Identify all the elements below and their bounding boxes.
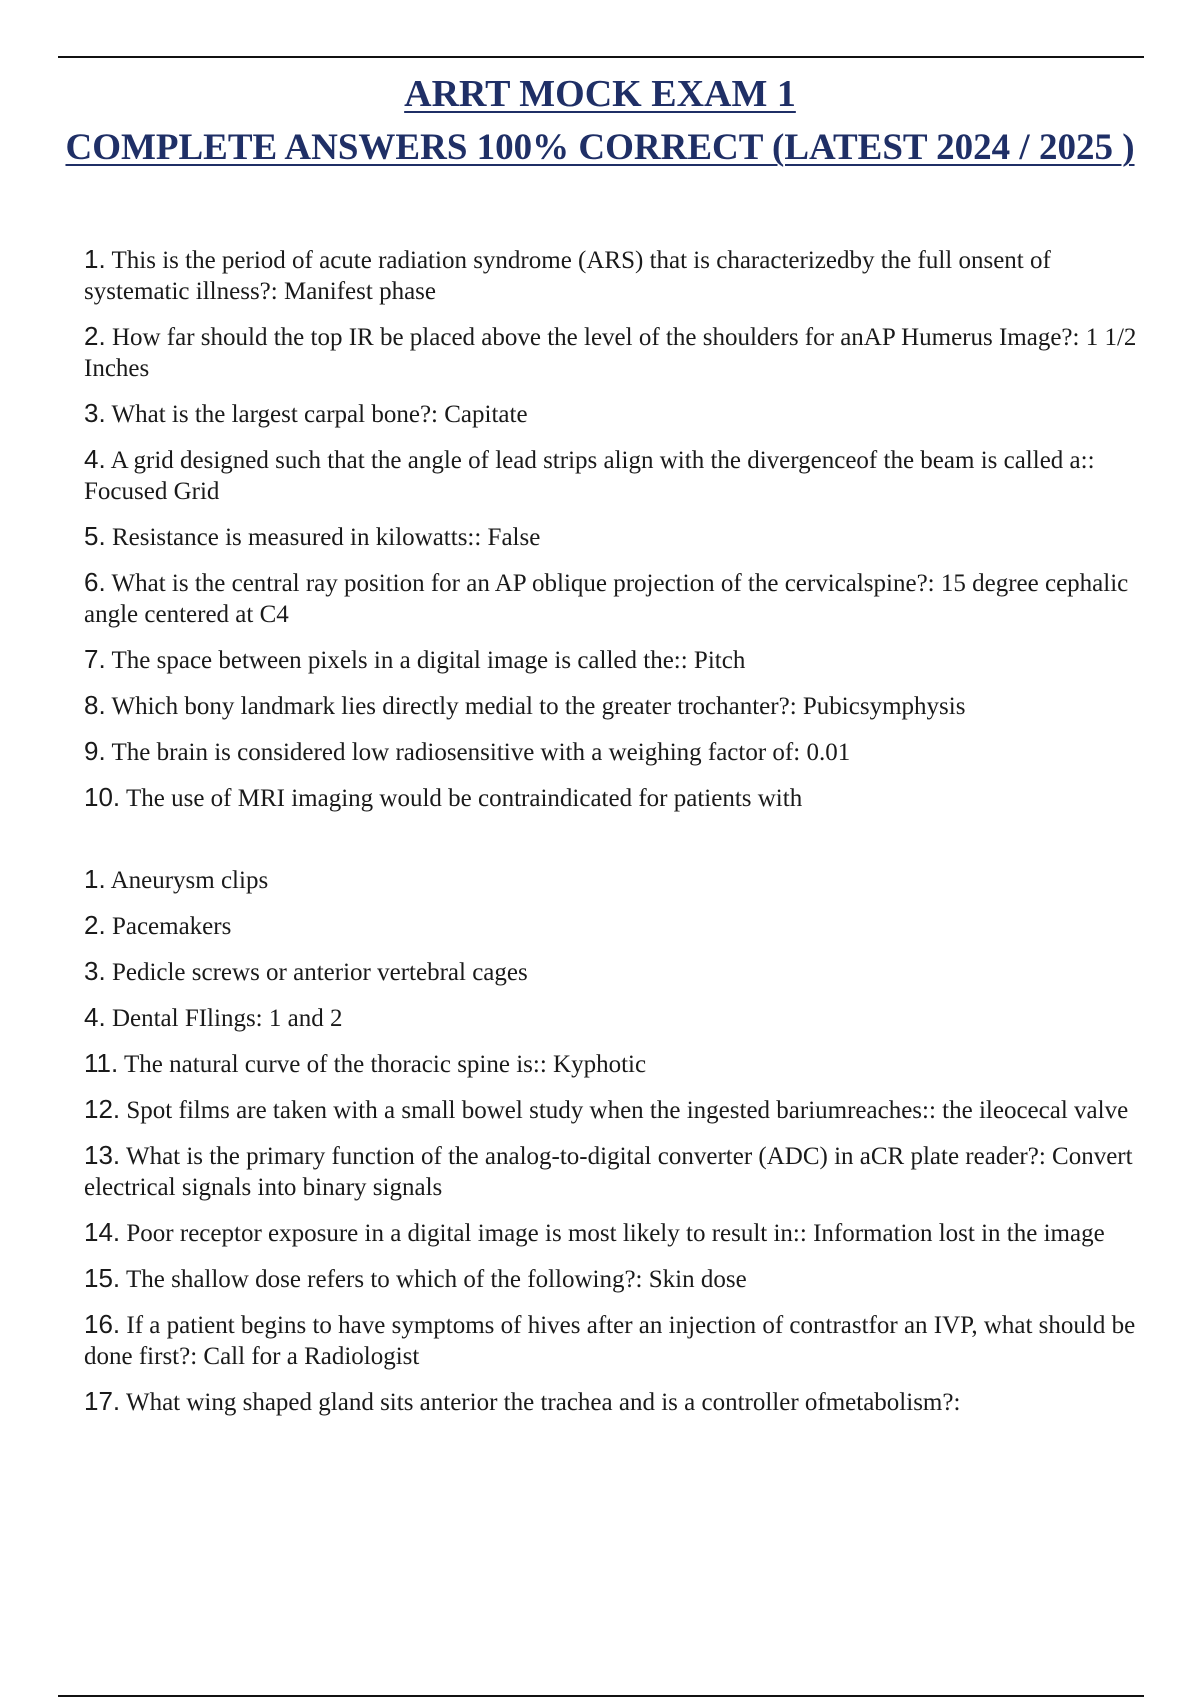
item-number: 15. xyxy=(84,1263,121,1293)
item-number: 2. xyxy=(84,321,106,351)
list-item xyxy=(84,1386,1144,1418)
list-item xyxy=(84,444,1144,507)
item-number: 8. xyxy=(84,690,106,720)
item-number: 1. xyxy=(84,864,106,894)
item-number: 17. xyxy=(84,1386,121,1416)
list-item xyxy=(84,521,1144,553)
item-number: 14. xyxy=(84,1217,121,1247)
item-text: Pedicle screws or anterior vertebral cages xyxy=(111,959,528,986)
item-text: The space between pixels in a digital image is called the:: Pitch xyxy=(111,647,746,674)
item-number: 4. xyxy=(84,444,106,474)
item-text: If a patient begins to have symptoms of hives after an injection of contrastfor an IVP, what should be done first?: Call for a Radiologist xyxy=(84,1312,1136,1370)
item-number: 7. xyxy=(84,644,106,674)
list-item xyxy=(84,782,1144,814)
item-text: What is the largest carpal bone?: Capitate xyxy=(111,401,528,428)
list-item xyxy=(84,736,1144,768)
sub-item xyxy=(84,910,1144,942)
item-text: How far should the top IR be placed above the level of the shoulders for anAP Humerus Image?: 1 1/2 Inches xyxy=(84,324,1137,382)
list-item xyxy=(84,567,1144,630)
item-number: 13. xyxy=(84,1140,121,1170)
item-text: A grid designed such that the angle of lead strips align with the divergenceof the beam is called a:: Focused Grid xyxy=(84,447,1095,505)
item-number: 12. xyxy=(84,1094,121,1124)
page-title: ARRT MOCK EXAM 1 xyxy=(404,73,796,115)
list-item xyxy=(84,244,1144,307)
item-text: Which bony landmark lies directly medial to the greater trochanter?: Pubicsymphysis xyxy=(111,693,966,720)
item-text: The use of MRI imaging would be contraindicated for patients with xyxy=(125,785,803,812)
list-item xyxy=(84,1094,1144,1126)
item-text: The shallow dose refers to which of the following?: Skin dose xyxy=(125,1266,747,1293)
page-subtitle: COMPLETE ANSWERS 100% CORRECT (LATEST 2024 / 2025 ) xyxy=(65,127,1135,168)
bottom-divider xyxy=(58,1695,1144,1697)
item-text: What wing shaped gland sits anterior the trachea and is a controller ofmetabolism?: xyxy=(125,1389,961,1416)
sub-item xyxy=(84,1002,1144,1034)
list-item xyxy=(84,1217,1144,1249)
top-divider xyxy=(58,56,1144,58)
item-number: 5. xyxy=(84,521,106,551)
item-text: Poor receptor exposure in a digital image is most likely to result in:: Information lost in the image xyxy=(126,1220,1105,1247)
item-text: Pacemakers xyxy=(111,913,232,940)
item-text: What is the primary function of the analog-to-digital converter (ADC) in aCR plate reader?: Convert electrical signals into binary signals xyxy=(84,1143,1133,1201)
question-list xyxy=(84,244,1144,1432)
item-text: Dental FIlings: 1 and 2 xyxy=(111,1005,343,1032)
item-number: 11. xyxy=(84,1048,119,1078)
item-text: What is the central ray position for an AP oblique projection of the cervicalspine?: 15 degree cephalic angle centered at C4 xyxy=(84,570,1129,628)
item-number: 16. xyxy=(84,1309,121,1339)
list-item xyxy=(84,690,1144,722)
item-text: Aneurysm clips xyxy=(110,867,269,894)
list-item xyxy=(84,321,1144,384)
item-number: 10. xyxy=(84,782,121,812)
list-item xyxy=(84,1309,1144,1372)
list-item xyxy=(84,1048,1144,1080)
item-number: 3. xyxy=(84,398,106,428)
sub-item xyxy=(84,864,1144,896)
item-text: This is the period of acute radiation syndrome (ARS) that is characterizedby the full onsent of systematic illness?: Manifest phase xyxy=(84,247,1051,305)
sub-item xyxy=(84,956,1144,988)
item-number: 2. xyxy=(84,910,106,940)
item-text: The brain is considered low radiosensitive with a weighing factor of: 0.01 xyxy=(111,739,851,766)
item-number: 6. xyxy=(84,567,106,597)
item-text: The natural curve of the thoracic spine is:: Kyphotic xyxy=(124,1051,647,1078)
list-item xyxy=(84,1140,1144,1203)
item-text: Spot films are taken with a small bowel study when the ingested bariumreaches:: the ileocecal valve xyxy=(126,1097,1129,1124)
item-number: 4. xyxy=(84,1002,106,1032)
list-item xyxy=(84,644,1144,676)
item-number: 9. xyxy=(84,736,106,766)
list-item xyxy=(84,1263,1144,1295)
item-text: Resistance is measured in kilowatts:: False xyxy=(111,524,541,551)
item-number: 1. xyxy=(84,244,106,274)
list-item xyxy=(84,398,1144,430)
item-number: 3. xyxy=(84,956,106,986)
